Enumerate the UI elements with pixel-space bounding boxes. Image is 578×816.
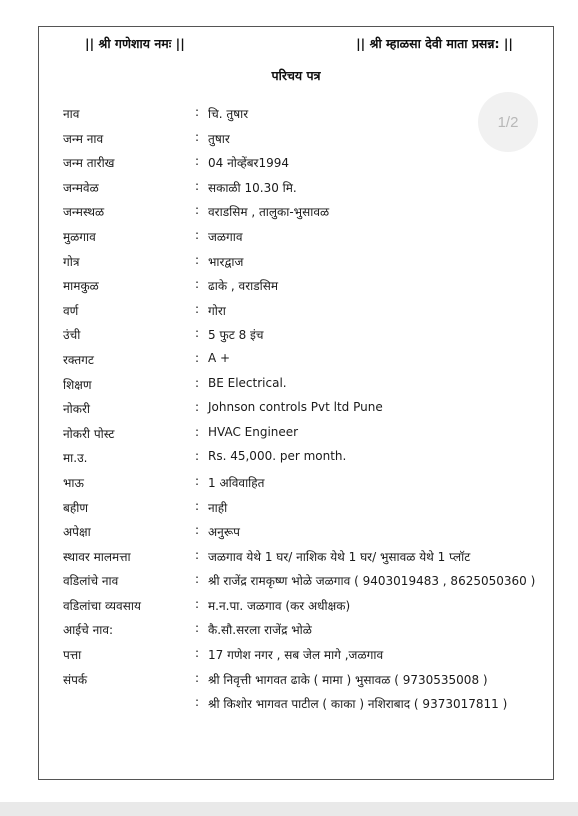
row-separator: : (195, 473, 200, 488)
row-value: जळगाव (208, 229, 243, 244)
biodata-row (63, 105, 543, 130)
row-separator: : (195, 646, 200, 661)
row-separator: : (195, 695, 200, 710)
row-label: वडिलांचा व्यवसाय (63, 598, 141, 613)
row-value: जळगाव येथे 1 घर/ नाशिक येथे 1 घर/ भुसावळ येथे 1 प्लॉट (208, 549, 471, 564)
row-label: जन्मवेळ (63, 180, 99, 195)
row-separator: : (195, 547, 200, 562)
biodata-row (63, 154, 543, 179)
row-value: Johnson controls Pvt ltd Pune (208, 400, 383, 415)
row-label: गोत्र (63, 254, 80, 269)
biodata-row (63, 203, 543, 228)
biodata-row (63, 400, 543, 425)
row-value: श्री राजेंद्र रामकृष्ण भोळे जळगाव ( 9403019483 , 8625050360 ) (208, 574, 536, 589)
biodata-row (63, 621, 543, 646)
biodata-row (63, 277, 543, 302)
row-separator: : (195, 252, 200, 267)
biodata-row (63, 597, 543, 622)
row-separator: : (195, 227, 200, 242)
row-value: श्री किशोर भागवत पाटील ( काका ) नशिराबाद ( 9373017811 ) (208, 697, 508, 712)
biodata-row (63, 376, 543, 401)
row-value: नाही (208, 500, 228, 515)
document-page (38, 26, 554, 780)
row-separator: : (195, 523, 200, 538)
row-label: शिक्षण (63, 377, 92, 392)
row-separator: : (195, 277, 200, 292)
biodata-row (63, 671, 543, 696)
biodata-row (63, 474, 543, 499)
row-separator: : (195, 301, 200, 316)
document-title: परिचय पत्र (271, 68, 321, 83)
row-separator: : (195, 203, 200, 218)
row-separator: : (195, 154, 200, 169)
header-left-invocation: || श्री गणेशाय नमः || (85, 36, 185, 51)
row-label: मुळगाव (63, 229, 96, 244)
biodata-row (63, 253, 543, 278)
row-label: मा.उ. (63, 451, 88, 466)
header-right-invocation: || श्री म्हाळसा देवी माता प्रसन्न: || (356, 36, 513, 51)
row-value: अनुरूप (208, 525, 240, 540)
biodata-row (63, 130, 543, 155)
row-separator: : (195, 424, 200, 439)
row-separator: : (195, 572, 200, 587)
row-separator: : (195, 178, 200, 193)
row-value: 1 अविवाहित (208, 475, 265, 490)
biodata-row (63, 499, 543, 524)
row-label: नाव (63, 107, 80, 121)
row-value: कै.सौ.सरला राजेंद्र भोळे (208, 623, 312, 638)
row-label: नोकरी (63, 402, 91, 417)
row-value: म.न.पा. जळगाव (कर अधीक्षक) (208, 598, 351, 613)
row-separator: : (195, 670, 200, 685)
biodata-row (63, 449, 543, 474)
row-label: मामकुळ (63, 279, 99, 294)
biodata-row (63, 326, 543, 351)
row-value: श्री निवृत्ती भागवत ढाके ( मामा ) भुसावळ ( 9730535008 ) (208, 672, 488, 687)
row-separator: : (195, 621, 200, 636)
row-label: पत्ता (63, 648, 82, 663)
row-label: वडिलांचे नाव (63, 574, 119, 589)
row-label: वर्ण (63, 303, 79, 318)
row-separator: : (195, 449, 200, 464)
row-value: सकाळी 10.30 मि. (208, 180, 297, 195)
row-label: नोकरी पोस्ट (63, 426, 115, 441)
row-label: बहीण (63, 500, 89, 515)
row-value: 5 फुट 8 इंच (208, 328, 264, 343)
row-value: तुषार (208, 131, 230, 146)
biodata-row (63, 695, 543, 720)
row-value: BE Electrical. (208, 375, 287, 390)
biodata-list (63, 105, 543, 720)
biodata-row (63, 302, 543, 327)
row-separator: : (195, 350, 200, 365)
row-label: अपेक्षा (63, 525, 91, 540)
viewer-bottom-bar (0, 802, 578, 816)
row-label: आईचे नाव: (63, 623, 114, 638)
row-value: HVAC Engineer (208, 424, 299, 439)
row-separator: : (195, 400, 200, 415)
row-value: गोरा (208, 303, 226, 318)
row-value: 17 गणेश नगर , सब जेल मागे ,जळगाव (208, 648, 384, 663)
biodata-row (63, 646, 543, 671)
row-label: जन्म नाव (63, 131, 104, 146)
row-separator: : (195, 498, 200, 513)
row-value: A + (208, 350, 231, 365)
page-indicator: 1/2 (478, 92, 538, 152)
biodata-row (63, 548, 543, 573)
biodata-row (63, 179, 543, 204)
row-label: संपर्क (63, 672, 88, 687)
row-label: स्थावर मालमत्ता (63, 549, 131, 564)
row-separator: : (195, 326, 200, 341)
row-value: ढाके , वराडसिम (208, 279, 279, 294)
row-label: जन्म तारीख (63, 156, 115, 171)
row-separator: : (195, 596, 200, 611)
biodata-row (63, 572, 543, 597)
biodata-row (63, 523, 543, 548)
row-label: उंची (63, 328, 81, 343)
biodata-row (63, 228, 543, 253)
row-value: चि. तुषार (208, 107, 249, 121)
row-value: 04 नोव्हेंबर1994 (208, 156, 289, 171)
row-separator: : (195, 105, 200, 119)
row-value: वराडसिम , तालुका-भुसावळ (208, 205, 330, 220)
row-value: Rs. 45,000. per month. (208, 449, 347, 464)
row-separator: : (195, 375, 200, 390)
row-value: भारद्वाज (208, 254, 244, 269)
row-label: जन्मस्थळ (63, 205, 105, 220)
row-label: भाऊ (63, 475, 84, 490)
row-separator: : (195, 129, 200, 144)
biodata-row (63, 425, 543, 450)
biodata-row (63, 351, 543, 376)
row-label: रक्तगट (63, 352, 94, 367)
